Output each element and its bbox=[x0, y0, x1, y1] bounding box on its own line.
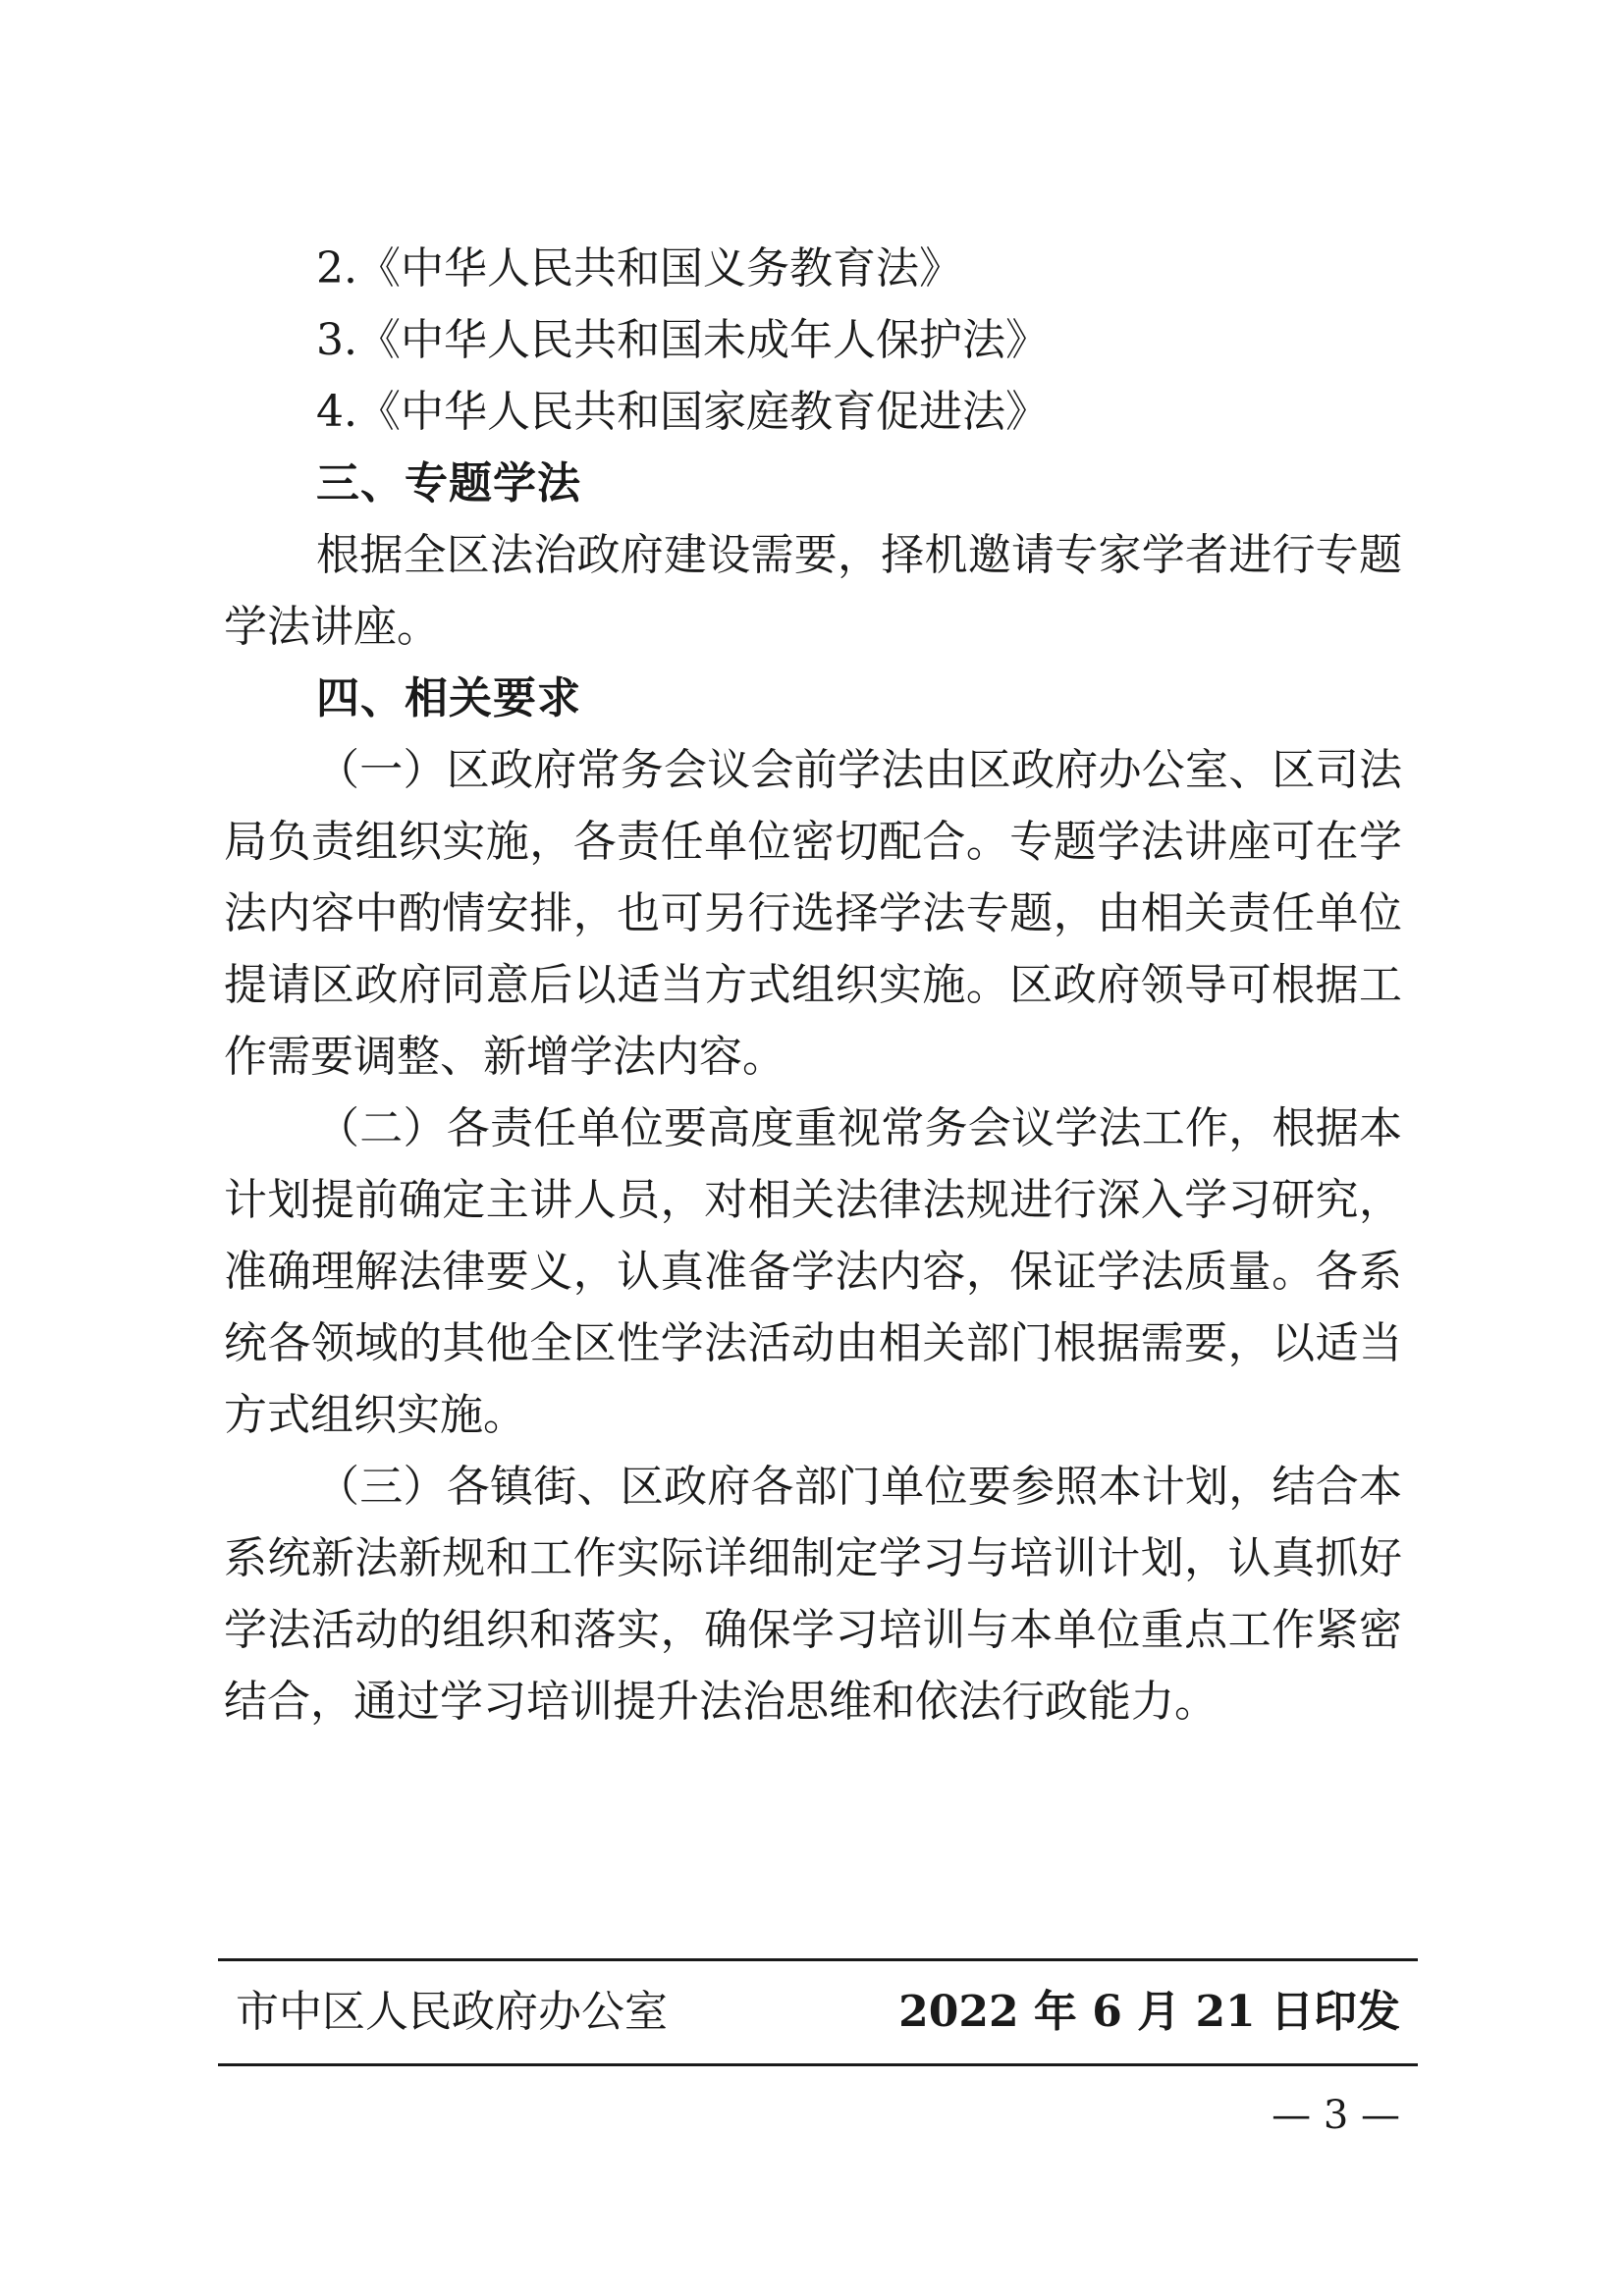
paragraph-line: （二）各责任单位要高度重视常务会议学法工作，根据本 bbox=[316, 1103, 1402, 1153]
paragraph-line: 法内容中酌情安排，也可另行选择学法专题，由相关责任单位 bbox=[224, 888, 1402, 938]
paragraph-line: 系统新法新规和工作实际详细制定学习与培训计划，认真抓好 bbox=[224, 1533, 1402, 1583]
issuer-name: 市中区人民政府办公室 bbox=[236, 1987, 668, 2037]
paragraph-line: 作需要调整、新增学法内容。 bbox=[224, 1032, 785, 1082]
paragraph-line: （一）区政府常务会议会前学法由区政府办公室、区司法 bbox=[316, 745, 1402, 795]
paragraph-line: 方式组织实施。 bbox=[224, 1390, 526, 1440]
paragraph-line: 统各领域的其他全区性学法活动由相关部门根据需要，以适当 bbox=[224, 1318, 1402, 1368]
paragraph-line: 提请区政府同意后以适当方式组织实施。区政府领导可根据工 bbox=[224, 960, 1402, 1010]
paragraph-line: 计划提前确定主讲人员，对相关法律法规进行深入学习研究， bbox=[224, 1175, 1402, 1225]
paragraph-line: 结合，通过学习培训提升法治思维和依法行政能力。 bbox=[224, 1677, 1218, 1727]
list-item: 2.《中华人民共和国义务教育法》 bbox=[316, 243, 962, 294]
paragraph-line: 局负责组织实施，各责任单位密切配合。专题学法讲座可在学 bbox=[224, 817, 1402, 867]
list-item: 4.《中华人民共和国家庭教育促进法》 bbox=[316, 387, 1049, 437]
paragraph-line: （三）各镇街、区政府各部门单位要参照本计划，结合本 bbox=[316, 1462, 1402, 1512]
list-item: 3.《中华人民共和国未成年人保护法》 bbox=[316, 315, 1049, 365]
page-number: — 3 — bbox=[1272, 2093, 1400, 2138]
paragraph-line: 学法活动的组织和落实，确保学习培训与本单位重点工作紧密 bbox=[224, 1605, 1402, 1655]
paragraph-line: 学法讲座。 bbox=[224, 602, 440, 652]
issue-date: 2022 年 6 月 21 日印发 bbox=[898, 1987, 1400, 2037]
section-heading: 四、相关要求 bbox=[316, 673, 581, 723]
section-heading: 三、专题学法 bbox=[316, 458, 581, 508]
paragraph-line: 准确理解法律要义，认真准备学法内容，保证学法质量。各系 bbox=[224, 1247, 1402, 1297]
paragraph-line: 根据全区法治政府建设需要，择机邀请专家学者进行专题 bbox=[316, 530, 1402, 580]
footer-bottom-rule bbox=[218, 2063, 1418, 2066]
footer-top-rule bbox=[218, 1958, 1418, 1961]
